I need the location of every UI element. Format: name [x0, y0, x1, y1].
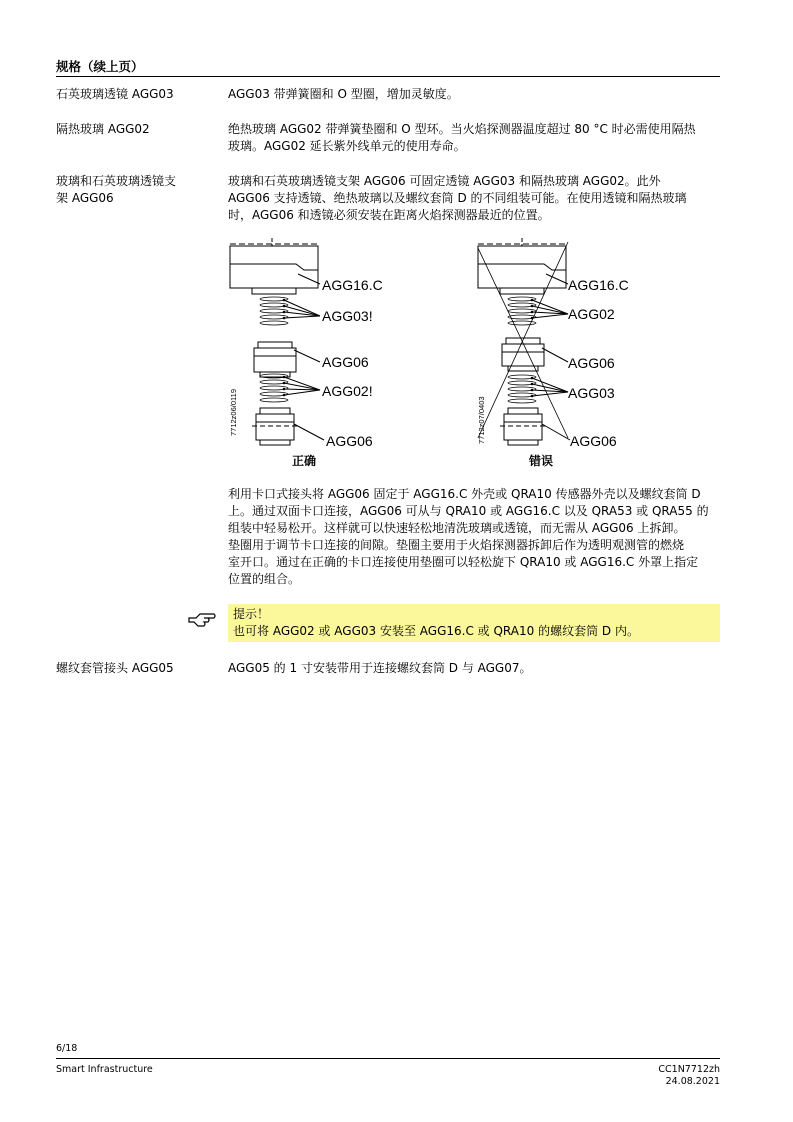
- right-caption: 错误: [529, 454, 554, 468]
- row-label-agg03: 石英玻璃透镜 AGG03: [56, 87, 174, 101]
- text-line: 上。通过双面卡口连接，AGG06 可从与 QRA10 或 AGG16.C 以及 QRA53 或 QRA55 的: [228, 504, 709, 518]
- page-number: 6/18: [56, 1043, 78, 1054]
- text-line: AGG06 支持透镜、绝热玻璃以及螺纹套筒 D 的不同组装可能。在使用透镜和隔热玻璃: [228, 191, 687, 205]
- header-rule: [56, 76, 720, 77]
- label-line: 玻璃和石英玻璃透镜支: [56, 174, 177, 188]
- left-label-3: AGG06: [322, 354, 369, 370]
- row-text-agg03: AGG03 带弹簧圈和 O 型圈，增加灵敏度。: [228, 87, 459, 101]
- right-label-4: AGG03: [568, 385, 615, 401]
- row-label-agg05: 螺纹套管接头 AGG05: [56, 661, 174, 675]
- right-label-1: AGG16.C: [568, 277, 629, 293]
- pointing-hand-icon: [188, 610, 216, 630]
- row-text-agg06: [228, 173, 720, 224]
- text-line: 时，AGG06 和透镜必须安装在距离火焰探测器最近的位置。: [228, 208, 550, 222]
- row-label-agg06: [56, 173, 206, 207]
- assembly-figure: [228, 238, 658, 470]
- left-label-5: AGG06: [326, 433, 373, 449]
- row-label-agg02: 隔热玻璃 AGG02: [56, 122, 150, 136]
- text-line: 位置的组合。: [228, 572, 301, 586]
- left-label-1: AGG16.C: [322, 277, 383, 293]
- text-line: 利用卡口式接头将 AGG06 固定于 AGG16.C 外壳或 QRA10 传感器外壳以及螺纹套筒 D: [228, 487, 701, 501]
- wrong-assembly-drawing: [478, 238, 570, 445]
- left-label-4: AGG02!: [322, 383, 373, 399]
- footer-doc-id: CC1N7712zh: [658, 1064, 720, 1075]
- bayonet-paragraph: [228, 486, 720, 588]
- correct-assembly-drawing: [230, 238, 324, 445]
- label-line: 架 AGG06: [56, 191, 114, 205]
- section-title: 规格（续上页）: [56, 59, 144, 74]
- right-label-5: AGG06: [570, 433, 617, 449]
- left-figure-code: 7712z06/0119: [229, 389, 238, 436]
- text-line: 绝热玻璃 AGG02 带弹簧垫圈和 O 型环。当火焰探测器温度超过 80 °C 时必需使用隔热: [228, 122, 696, 136]
- row-text-agg05: AGG05 的 1 寸安装带用于连接螺纹套筒 D 与 AGG07。: [228, 661, 532, 675]
- text-line: 组装中轻易松开。这样就可以快速轻松地清洗玻璃或透镜，而无需从 AGG06 上拆卸。: [228, 521, 686, 535]
- row-text-agg02: [228, 121, 720, 155]
- right-label-3: AGG06: [568, 355, 615, 371]
- note-box: [228, 604, 720, 642]
- text-line: 室开口。通过在正确的卡口连接使用垫圈可以轻松旋下 QRA10 或 AGG16.C 外罩上指定: [228, 555, 699, 569]
- note-title: 提示！: [233, 607, 270, 621]
- text-line: 玻璃。AGG02 延长紫外线单元的使用寿命。: [228, 139, 466, 153]
- left-caption: 正确: [292, 454, 317, 468]
- note-text: 也可将 AGG02 或 AGG03 安装至 AGG16.C 或 QRA10 的螺纹套筒 D 内。: [233, 624, 639, 638]
- footer-rule: [56, 1058, 720, 1059]
- text-line: 玻璃和石英玻璃透镜支架 AGG06 可固定透镜 AGG03 和隔热玻璃 AGG02。此外: [228, 174, 661, 188]
- footer-company: Smart Infrastructure: [56, 1064, 153, 1075]
- text-line: 垫圈用于调节卡口连接的间隙。垫圈主要用于火焰探测器拆卸后作为透明观测管的燃烧: [228, 538, 685, 552]
- right-label-2: AGG02: [568, 306, 615, 322]
- right-figure-code: 7712z07/0403: [477, 396, 486, 444]
- footer-date: 24.08.2021: [665, 1076, 720, 1087]
- left-label-2: AGG03!: [322, 308, 373, 324]
